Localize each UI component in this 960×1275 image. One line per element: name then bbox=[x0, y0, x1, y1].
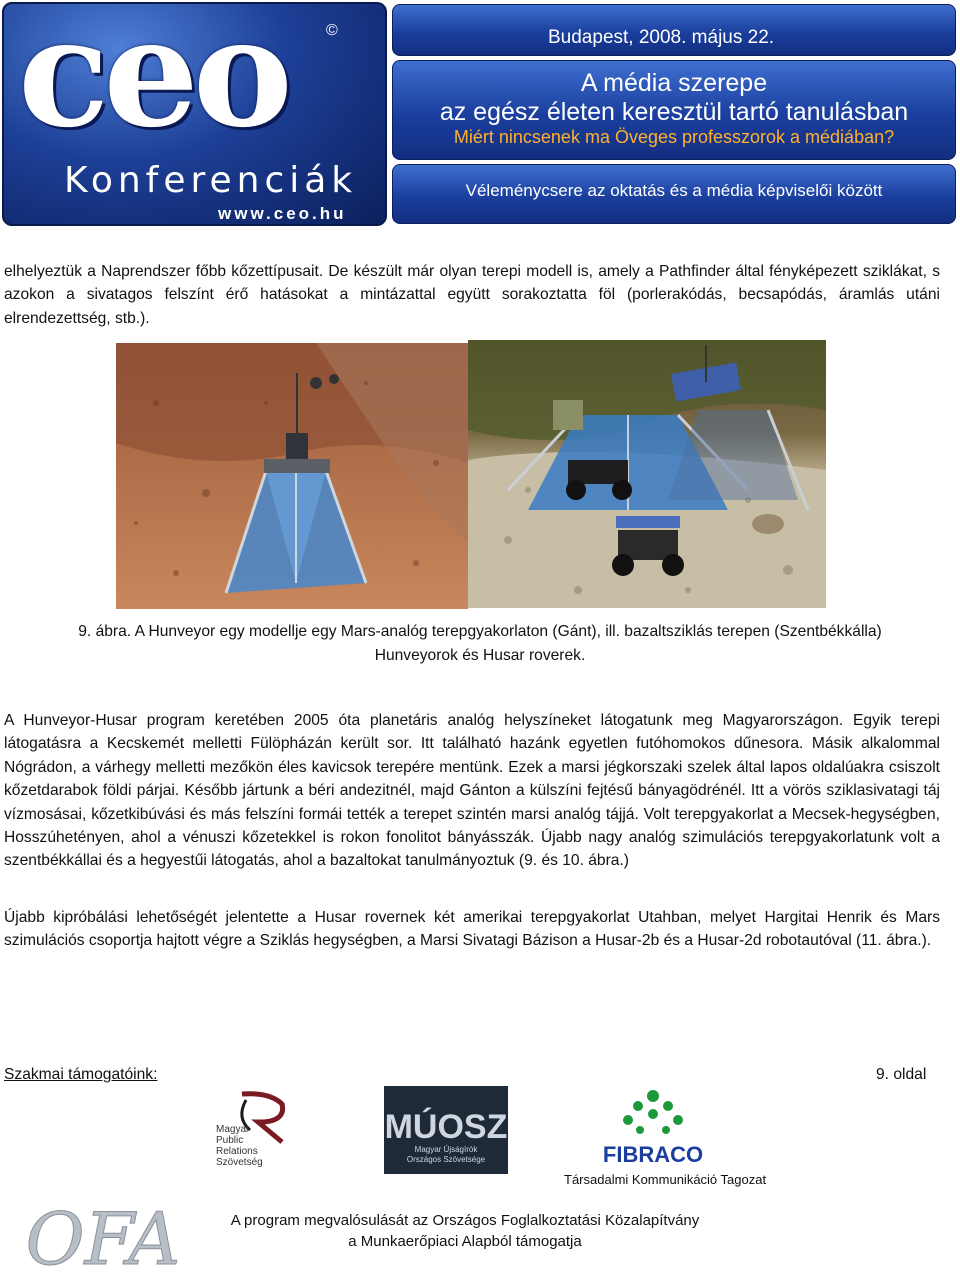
copyright-symbol: © bbox=[326, 22, 338, 39]
page-number: 9. oldal bbox=[876, 1066, 927, 1083]
conference-title-box bbox=[392, 60, 956, 160]
figure-caption-line2: Hunveyorok és Husar roverek. bbox=[374, 647, 586, 664]
footer-funding-text bbox=[0, 1210, 930, 1252]
mprsz-line3: Relations bbox=[216, 1146, 258, 1157]
mprsz-line4: Szövetség bbox=[216, 1157, 263, 1168]
mprsz-line2: Public bbox=[216, 1135, 244, 1146]
fibraco-logo bbox=[598, 1086, 708, 1170]
conference-title-question: Miért nincsenek ma Öveges professzorok a médiában? bbox=[453, 127, 895, 147]
mprsz-logo bbox=[212, 1090, 300, 1170]
ofa-text: OFA bbox=[25, 1197, 181, 1275]
photo-hunveyor-gant bbox=[116, 343, 468, 609]
figure-9-caption bbox=[0, 620, 960, 668]
conference-subtitle-box bbox=[392, 164, 956, 224]
logo-konferenciak-text: Konferenciák bbox=[64, 160, 358, 201]
muosz-sub2: Országos Szövetsége bbox=[406, 1155, 486, 1164]
ceo-konferenciak-logo bbox=[2, 2, 387, 226]
event-date: Budapest, 2008. május 22. bbox=[548, 27, 775, 48]
paragraph-intro: elhelyeztük a Naprendszer főbb kőzettípusait. De készült már olyan terepi modell is, amely a Pathfinder által fényképezett sziklákat, s azokon a sivatagos felszínt érő hatásokat a mintázattal együtt sorakoztatta föl (porlerakódás, becsapódás, áramlás utáni elrendezettség, stb.). bbox=[4, 263, 940, 327]
conference-title-line2: az egész életen keresztül tartó tanulásban bbox=[439, 98, 909, 126]
muosz-text: MÚOSZ bbox=[384, 1108, 508, 1146]
supporters-label: Szakmai támogatóink: bbox=[4, 1066, 158, 1083]
logo-website-text: www.ceo.hu bbox=[218, 204, 347, 223]
fibraco-caption: Társadalmi Kommunikáció Tagozat bbox=[564, 1172, 767, 1187]
page-header bbox=[0, 0, 960, 230]
muosz-sub1: Magyar Újságírók bbox=[414, 1145, 478, 1154]
fibraco-text: FIBRACO bbox=[602, 1142, 704, 1167]
figure-caption-line1: 9. ábra. A Hunveyor egy modellje egy Mars-analóg terepgyakorlaton (Gánt), ill. bazaltsziklás terepen (Szentbékkálla) bbox=[78, 623, 882, 640]
event-date-box bbox=[392, 4, 956, 56]
logo-ceo-text: ceo bbox=[18, 0, 287, 161]
paragraph-field-trips: A Hunveyor-Husar program keretében 2005 óta planetáris analóg helyszíneket látogatunk meg Magyarországon. Egyik terepi látogatásra a Kecskemét melletti Fülöpházán került sor. Itt található hazánk egyetlen futóhomokos dűnesora. Másik alkalommal Nógrádon, a várhegy melletti mezőkön éles kavicsok terepére mentünk. Ezek a marsi jégkorszaki szelek által lapos oldalúakra csiszolt kőzetdarabok földi párjai. Később jártunk a béri andezitnél, majd Gánton a külszíni fejtésű bányagödrénél. Itt a vörös sziklasivatagi táj vízmosásai, kőzetkibúvási és más felszíni formái tették a terepet szintén marsi analóg tájjá. Volt terepgyakorlat a Mecsek-hegységben, Hosszúhetényen, ahol a vénuszi kőzetekkel is rokon fonolitot bányásszák. Újabb nagy analóg szimulációs terepgyakorlatunk volt a szentbékkállai és a hegyestűi látogatás, ahol a bazaltokat tanulmányoztuk (9. és 10. ábra.) bbox=[4, 712, 940, 870]
mprsz-line1: Magyar bbox=[216, 1124, 250, 1135]
footer-line2: a Munkaerőpiaci Alapból támogatja bbox=[348, 1233, 582, 1250]
conference-subtitle: Véleménycsere az oktatás és a média képviselői között bbox=[465, 181, 883, 200]
photo-hunveyor-husar-szentbekkalla bbox=[468, 340, 826, 608]
footer-line1: A program megvalósulását az Országos Foglalkoztatási Közalapítvány bbox=[230, 1212, 700, 1229]
paragraph-utah: Újabb kipróbálási lehetőségét jelentette a Husar rovernek két amerikai terepgyakorlat Utahban, melyet Hargitai Henrik és Mars szimulációs csoportja hajtott végre a Sziklás hegységben, a Marsi Sivatagi Bázison a Husar-2b és a Husar-2d robotautóval (11. ábra.). bbox=[4, 909, 940, 950]
conference-title-line1: A média szerepe bbox=[580, 69, 768, 97]
muosz-logo bbox=[384, 1086, 508, 1174]
